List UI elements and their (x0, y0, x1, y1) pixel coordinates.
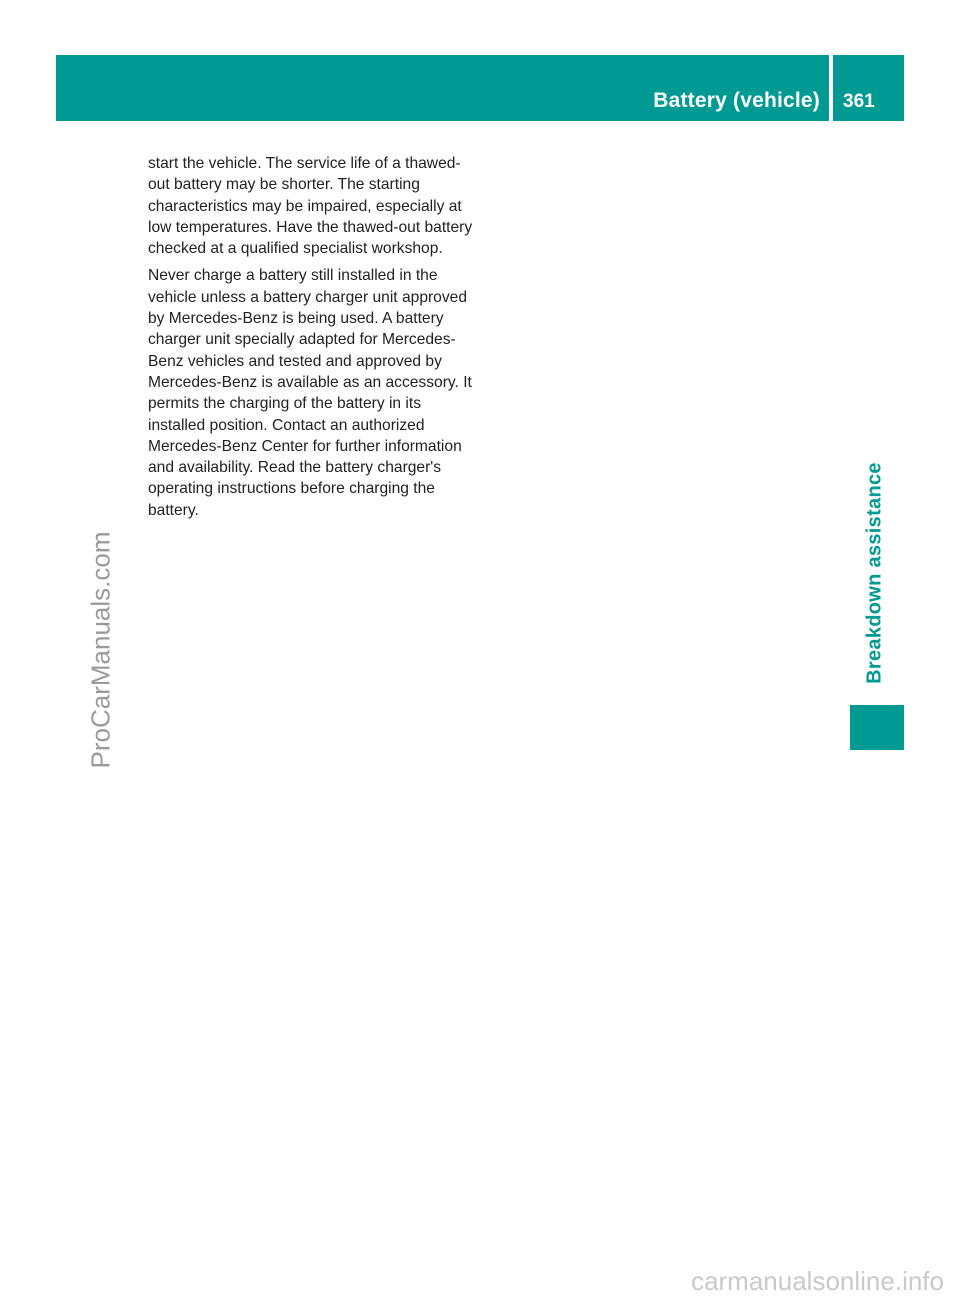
header-divider (829, 55, 833, 121)
paragraph: start the vehicle. The service life of a thawed-out battery may be shorter. The starting characteristics may be impaired, especially at low temperatures. Have the thawed-out battery checked at a qualified specialist workshop. (148, 155, 473, 258)
paragraph: Never charge a battery still installed in the vehicle unless a battery charger unit approved by Mercedes-Benz is being used. A battery charger unit specially adapted for Mercedes-Benz vehicles and tested and approved by Mercedes-Benz is available as an accessory. It permits the charging of the battery in its installed position. Contact an authorized Mercedes-Benz Center for further information and availability. Read the battery charger's operating instructions before charging the battery. (148, 267, 472, 519)
page-number: 361 (843, 91, 875, 112)
body-text (148, 153, 482, 527)
side-tab-label: Breakdown assistance (863, 462, 886, 684)
watermark-bottom: carmanualsonline.info (691, 1266, 944, 1296)
section-title: Battery (vehicle) (653, 89, 820, 112)
watermark-left: ProCarManuals.com (85, 531, 116, 769)
side-tab-marker (850, 705, 904, 750)
